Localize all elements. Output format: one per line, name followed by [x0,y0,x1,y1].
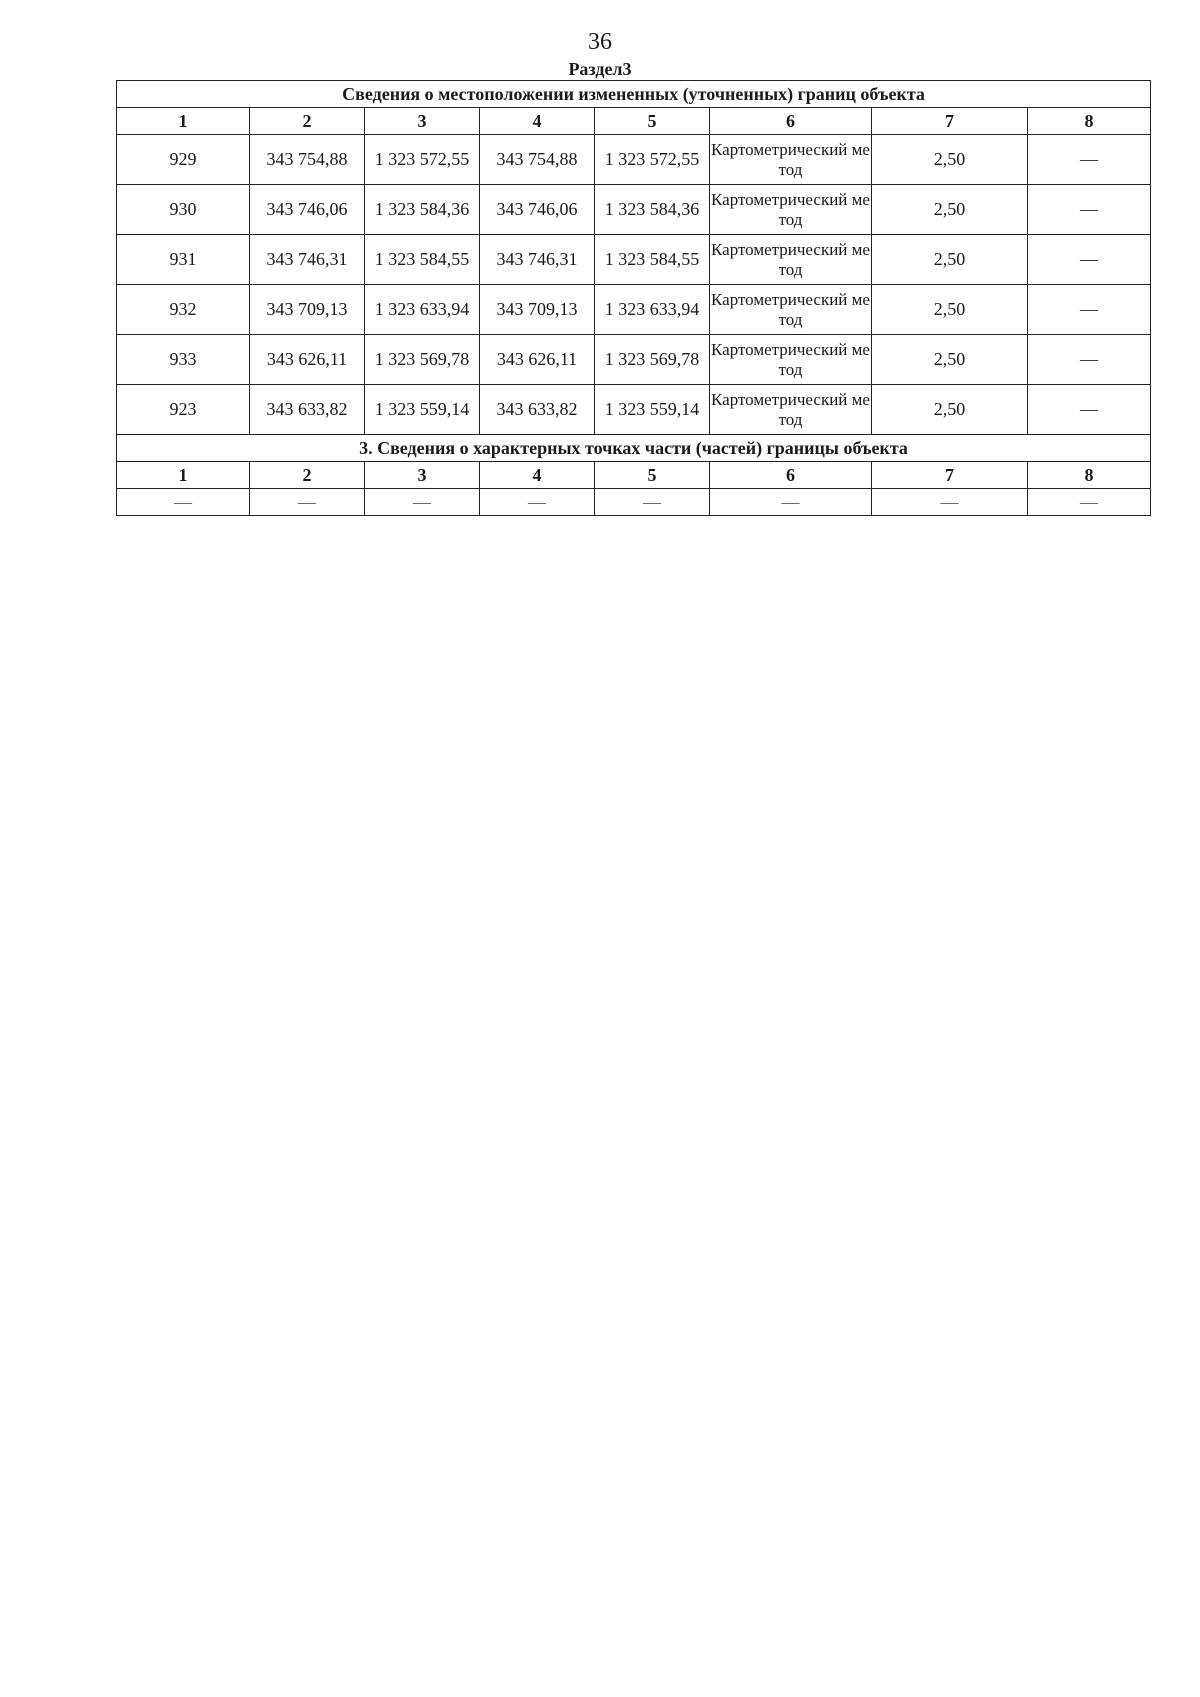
cell-point-number: 930 [117,185,250,235]
cell-old-y: 1 323 569,78 [365,335,480,385]
cell-point-number: 931 [117,235,250,285]
cell-new-y: 1 323 572,55 [595,135,710,185]
column-header: 7 [872,108,1028,135]
table-row [117,335,1151,385]
table-row [117,285,1151,335]
cell-method: Картометрический метод [710,135,872,185]
cell-old-y: 1 323 572,55 [365,135,480,185]
cell-method: Картометрический метод [710,335,872,385]
cell-old-y: 1 323 633,94 [365,285,480,335]
cell-point-number: 933 [117,335,250,385]
column-header: 5 [595,108,710,135]
column-header-row [117,108,1151,135]
cell-old-x: 343 746,31 [250,235,365,285]
cell-accuracy: 2,50 [872,385,1028,435]
cell-old-y: 1 323 559,14 [365,385,480,435]
cell-description: — [1028,285,1151,335]
cell-point-number: 923 [117,385,250,435]
cell-new-y: 1 323 633,94 [595,285,710,335]
cell-accuracy: 2,50 [872,285,1028,335]
column-header: 1 [117,462,250,489]
cell-description: — [1028,489,1151,516]
cell-new-y: 1 323 584,36 [595,185,710,235]
column-header: 3 [365,462,480,489]
cell-new-x: 343 633,82 [480,385,595,435]
cell-description: — [1028,335,1151,385]
column-header: 8 [1028,462,1151,489]
cell-old-y: — [365,489,480,516]
column-header: 4 [480,462,595,489]
table-caption: 3. Сведения о характерных точках части (частей) границы объекта [117,435,1151,462]
cell-accuracy: 2,50 [872,185,1028,235]
cell-point-number: 929 [117,135,250,185]
cell-point-number: — [117,489,250,516]
cell-accuracy: — [872,489,1028,516]
cell-description: — [1028,185,1151,235]
cell-new-y: — [595,489,710,516]
boundary-table-body [117,81,1151,516]
cell-new-y: 1 323 584,55 [595,235,710,285]
table-row [117,489,1151,516]
cell-new-x: 343 709,13 [480,285,595,335]
section-title: Раздел3 [568,59,632,79]
cell-new-x: 343 754,88 [480,135,595,185]
cell-method: — [710,489,872,516]
table-row [117,385,1151,435]
column-header: 2 [250,108,365,135]
column-header: 6 [710,462,872,489]
column-header: 4 [480,108,595,135]
cell-method: Картометрический метод [710,385,872,435]
cell-new-y: 1 323 559,14 [595,385,710,435]
column-header-row [117,462,1151,489]
cell-accuracy: 2,50 [872,135,1028,185]
cell-description: — [1028,385,1151,435]
cell-description: — [1028,235,1151,285]
table-caption-row [117,435,1151,462]
table-caption-row [117,81,1151,108]
column-header: 3 [365,108,480,135]
cell-point-number: 932 [117,285,250,335]
cell-new-x: — [480,489,595,516]
table-caption: Сведения о местоположении измененных (уточненных) границ объекта [117,81,1151,108]
cell-old-x: 343 633,82 [250,385,365,435]
cell-old-y: 1 323 584,55 [365,235,480,285]
table-row [117,135,1151,185]
column-header: 6 [710,108,872,135]
cell-method: Картометрический метод [710,285,872,335]
cell-old-x: — [250,489,365,516]
column-header: 2 [250,462,365,489]
cell-new-x: 343 626,11 [480,335,595,385]
column-header: 7 [872,462,1028,489]
cell-old-x: 343 754,88 [250,135,365,185]
table-row [117,185,1151,235]
cell-method: Картометрический метод [710,235,872,285]
cell-new-y: 1 323 569,78 [595,335,710,385]
boundary-table [116,80,1151,516]
page-number: 36 [588,29,612,55]
column-header: 8 [1028,108,1151,135]
cell-old-x: 343 709,13 [250,285,365,335]
cell-old-x: 343 746,06 [250,185,365,235]
table-row [117,235,1151,285]
cell-new-x: 343 746,06 [480,185,595,235]
cell-old-y: 1 323 584,36 [365,185,480,235]
column-header: 5 [595,462,710,489]
cell-accuracy: 2,50 [872,235,1028,285]
cell-new-x: 343 746,31 [480,235,595,285]
cell-description: — [1028,135,1151,185]
column-header: 1 [117,108,250,135]
cell-method: Картометрический метод [710,185,872,235]
cell-old-x: 343 626,11 [250,335,365,385]
cell-accuracy: 2,50 [872,335,1028,385]
